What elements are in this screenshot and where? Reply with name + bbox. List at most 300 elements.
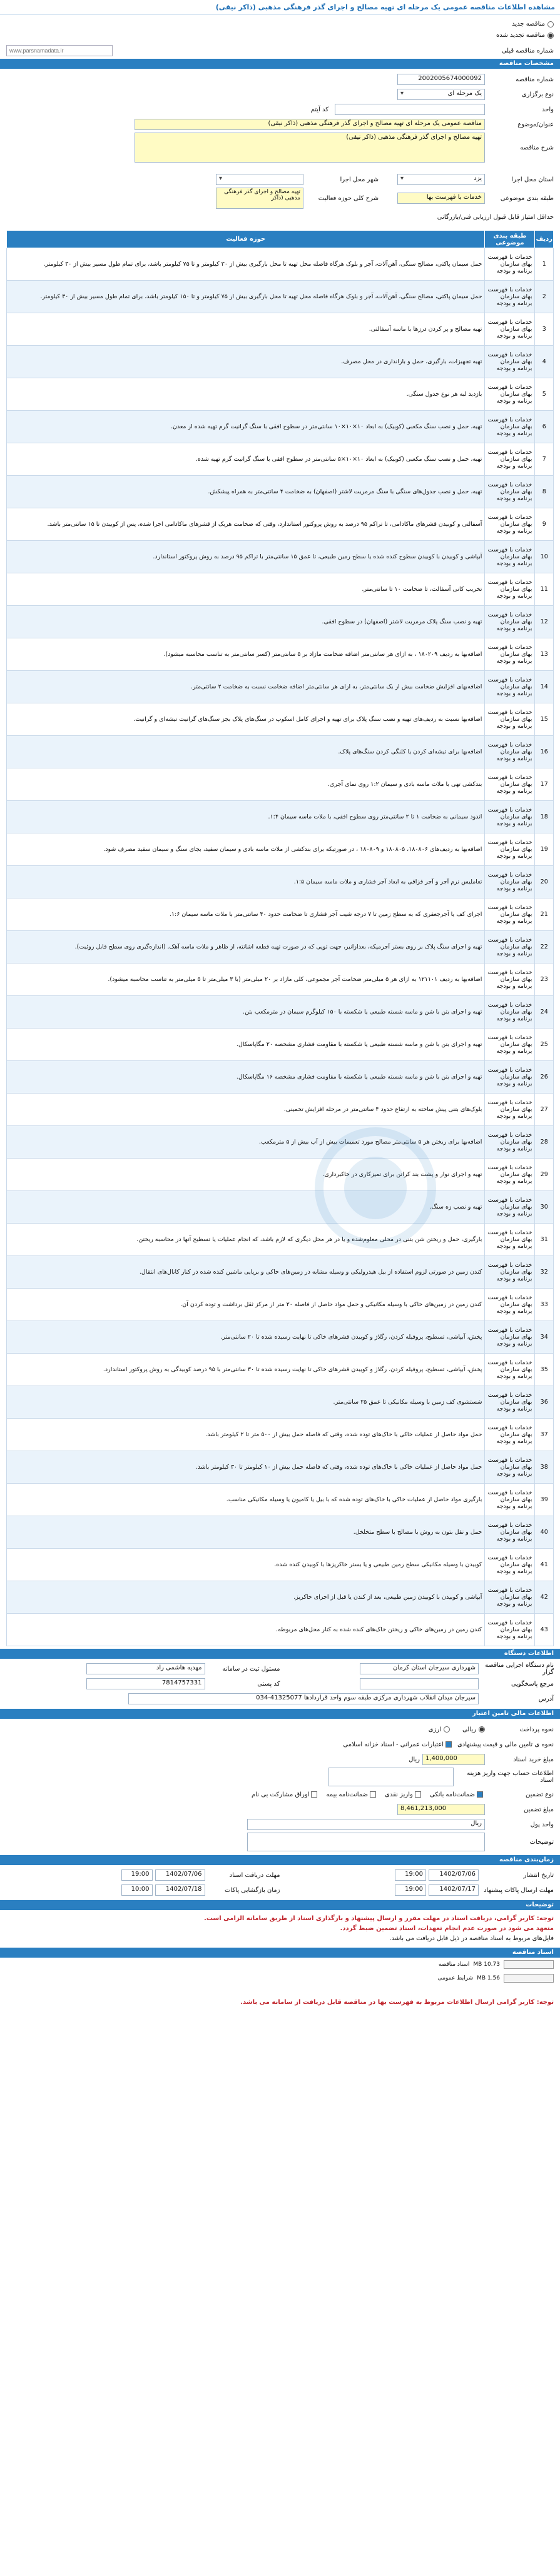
- currency-value: ریال: [247, 1819, 485, 1830]
- row-category: خدمات با فهرست بهای سازمان برنامه و بودجه: [485, 508, 535, 541]
- col-desc: حوزه فعالیت: [7, 231, 485, 248]
- row-description: کوبیدن با وسیله مکانیکی سطح زمین طبیعی و یا بستر خاکریزها با کوبیدن کنده شده.: [7, 1549, 485, 1581]
- table-row: [7, 931, 554, 963]
- table-row: [7, 1419, 554, 1451]
- table-row: [7, 541, 554, 573]
- pub-time: 19:00: [395, 1869, 426, 1881]
- tender-no-label: شماره مناقصه: [516, 76, 554, 83]
- file-1-size: 10.73 MB: [473, 1961, 500, 1968]
- row-category: خدمات با فهرست بهای سازمان برنامه و بودجه: [485, 963, 535, 996]
- subject-row: [6, 118, 554, 131]
- activities-table: [6, 230, 554, 1646]
- row-category: خدمات با فهرست بهای سازمان برنامه و بودجه: [485, 1419, 535, 1451]
- city-select[interactable]: [216, 174, 303, 185]
- subject-label: عنوان/موضوع: [517, 121, 554, 128]
- table-row: [7, 638, 554, 671]
- row-category: خدمات با فهرست بهای سازمان برنامه و بودجه: [485, 996, 535, 1029]
- mode-renewal-option[interactable]: [6, 30, 554, 41]
- download-file-1-button[interactable]: [504, 1960, 554, 1969]
- table-row: [7, 606, 554, 638]
- tender-no-value: 2002005674000092: [397, 74, 485, 85]
- org-contact-cell: [6, 1661, 280, 1676]
- radio-new-icon[interactable]: [547, 21, 554, 28]
- row-number: 34: [535, 1321, 554, 1354]
- row-category: خدمات با فهرست بهای سازمان برنامه و بودجه: [485, 1029, 535, 1061]
- row-description: تهیه و نصب زه سنگ.: [7, 1191, 485, 1224]
- row-number: 41: [535, 1549, 554, 1581]
- row-number: 35: [535, 1354, 554, 1386]
- row-category: خدمات با فهرست بهای سازمان برنامه و بودجه: [485, 476, 535, 508]
- group-field: تهیه مصالح و اجرای گذر فرهنگی مذهبی (ذاکر: [216, 188, 303, 209]
- row-description: حمل سیمان پاکتی، مصالح سنگی، آهن‌آلات، آجر و بلوک هرگاه فاصله محل تهیه تا محل بارگیری بیش از ۷۵ کیلومتر و تا ۱۵۰ کیلومتر باشد، برای تمام طول مسیر بیش از ۳۰ کیلومتر.: [7, 281, 485, 313]
- row-description: اضافه‌بها نسبت به ردیف‌های تهیه و نصب سنگ پلاک برای تهیه و اجرای کامل اسکوپ در سنگ‌های پلاک بجز سنگ‌های گرانیت تیشه‌ای و گرانیت.: [7, 703, 485, 736]
- fin-form: [0, 1719, 560, 1855]
- table-row: [7, 703, 554, 736]
- desc-field[interactable]: تهیه مصالح و اجرای گذر فرهنگی مذهبی (ذاکر نیقی): [135, 133, 485, 163]
- row-number: 5: [535, 378, 554, 411]
- row-category: خدمات با فهرست بهای سازمان برنامه و بودجه: [485, 1614, 535, 1646]
- g2-checkbox[interactable]: [415, 1791, 421, 1798]
- row-description: تهیه و اجرای بتن با شن و ماسه شسته طبیعی یا شکسته با مقاومت فشاری مشخصه ۲۰ مگاپاسکال.: [7, 1029, 485, 1061]
- org-ref-cell: [280, 1676, 554, 1691]
- note-1: توجه: کاربر گرامی، دریافت اسناد در مهلت مقرر و ارسال پیشنهاد و بارگذاری اسناد از طریق سامانه الزامی است.: [204, 1915, 554, 1922]
- table-row: [7, 898, 554, 931]
- row-number: 37: [535, 1419, 554, 1451]
- account-field: [328, 1768, 454, 1786]
- submit-cell: [280, 1883, 554, 1898]
- currency-row: [6, 1818, 554, 1831]
- open-label: زمان بازگشایی پاکات: [225, 1886, 280, 1894]
- file-1-name: اسناد مناقصه: [438, 1961, 470, 1968]
- row-number: 10: [535, 541, 554, 573]
- table-row: [7, 671, 554, 703]
- row-number: 26: [535, 1061, 554, 1094]
- table-row: [7, 1549, 554, 1581]
- note-2: متعهد می شود در صورت عدم انجام تعهدات، اسناد تضمین ضبط گردد.: [340, 1925, 554, 1932]
- row-number: 2: [535, 281, 554, 313]
- row-category: خدمات با فهرست بهای سازمان برنامه و بودجه: [485, 833, 535, 866]
- province-label: استان محل اجرا: [511, 176, 554, 183]
- table-row: [7, 1289, 554, 1321]
- prev-tender-label: شماره مناقصه قبلی: [501, 47, 554, 54]
- submit-time: 19:00: [395, 1884, 426, 1896]
- row-description: تخریب کانی آسفالت، تا ضخامت ۱۰ تا سانتی‌متر.: [7, 573, 485, 606]
- file-2-size: 1.56 MB: [477, 1975, 500, 1981]
- province-select[interactable]: یزد ▾: [397, 174, 485, 185]
- prev-tender-input[interactable]: [6, 45, 113, 56]
- pay-row: [6, 1723, 554, 1736]
- row-number: 29: [535, 1159, 554, 1191]
- row-category: خدمات با فهرست بهای سازمان برنامه و بودجه: [485, 736, 535, 768]
- row-description: آبپاشی و کوبیدن با کوبیدن زمین طبیعی، بعد از کندن یا قبل از اجرای خاکریز.: [7, 1581, 485, 1614]
- row-description: تهیه تجهیزات، بارگیری، حمل و بازاندازی در محل مصرف.: [7, 346, 485, 378]
- section-general: مشخصات مناقصه: [0, 59, 560, 69]
- row-description: بارگیری، حمل و ریختن شن بتنی در محلی معلوم‌شده و یا در هر محل دیگری که لازم باشد، که انجام عملیات یا تسطیح آنها در محاسبه ریختن.: [7, 1224, 485, 1256]
- row-description: کندن زمین در صورتی لزوم استفاده از بیل هیدرولیکی و وسیله مشابه در زمین‌های خاکی و برپایی ماشین کنده شده در کنار کانال‌های انتقال.: [7, 1256, 485, 1289]
- org-name-value: شهرداری سیرجان استان کرمان: [360, 1663, 479, 1674]
- table-row: [7, 1191, 554, 1224]
- pay-label: نحوه پرداخت: [519, 1726, 554, 1733]
- row-number: 3: [535, 313, 554, 346]
- g2-label: واریز نقدی: [385, 1791, 413, 1798]
- unit-code-label: کد آیتم: [310, 106, 328, 113]
- org-contact-label: مسئول ثبت در سامانه: [222, 1665, 280, 1673]
- dates-grid: [0, 1865, 560, 1900]
- row-category: خدمات با فهرست بهای سازمان برنامه و بودجه: [485, 1484, 535, 1516]
- section-dates: زمان‌بندی مناقصه: [0, 1855, 560, 1865]
- mode-renewal-label: مناقصه تجدید شده: [496, 32, 545, 39]
- fin-notes-label: توضیحات: [529, 1838, 554, 1846]
- tender-no-row: [6, 73, 554, 86]
- table-body: [7, 248, 554, 1646]
- row-number: 20: [535, 866, 554, 898]
- group-label: شرح کلی حوزه فعالیت: [318, 194, 379, 202]
- row-category: خدمات با فهرست بهای سازمان برنامه و بودجه: [485, 638, 535, 671]
- type-select[interactable]: یک مرحله ای ▾: [397, 89, 485, 100]
- g4-label: اوراق مشارکت بی نام: [252, 1791, 310, 1798]
- row-category: خدمات با فهرست بهای سازمان برنامه و بودجه: [485, 1224, 535, 1256]
- row-description: حمل و نقل بتون به روش با مصالح با سطح متخلخل.: [7, 1516, 485, 1549]
- doc-price-value: 1,400,000: [422, 1754, 485, 1765]
- table-row: [7, 1354, 554, 1386]
- row-number: 30: [535, 1191, 554, 1224]
- budget-checkbox[interactable]: [445, 1741, 452, 1748]
- table-row: [7, 1321, 554, 1354]
- fin-notes-field: [247, 1833, 485, 1851]
- org-addr-label: آدرس: [538, 1695, 554, 1703]
- row-number: 38: [535, 1451, 554, 1484]
- file-row-1: [0, 1958, 560, 1971]
- row-number: 24: [535, 996, 554, 1029]
- row-number: 13: [535, 638, 554, 671]
- budget-row: [6, 1738, 554, 1751]
- table-row: [7, 411, 554, 443]
- table-row: [7, 1484, 554, 1516]
- row-description: تهیه، حمل و نصب سنگ مکعبی (کوبیک) به ابعاد ۱۰×۱۰×۵ سانتی‌متر در سطوح افقی با سنگ گرانیت گرم تهیه شده.: [7, 443, 485, 476]
- row-number: 7: [535, 443, 554, 476]
- table-row: [7, 248, 554, 281]
- row-number: 42: [535, 1581, 554, 1614]
- guarantee-type-label: نوع تضمین: [526, 1791, 554, 1798]
- open-time: 10:00: [121, 1884, 153, 1896]
- row-number: 11: [535, 573, 554, 606]
- city-label: شهر محل اجرا: [340, 176, 379, 183]
- row-category: خدمات با فهرست بهای سازمان برنامه و بودجه: [485, 281, 535, 313]
- row-category: خدمات با فهرست بهای سازمان برنامه و بودجه: [485, 346, 535, 378]
- row-category: خدمات با فهرست بهای سازمان برنامه و بودجه: [485, 1451, 535, 1484]
- row-category: خدمات با فهرست بهای سازمان برنامه و بودجه: [485, 1191, 535, 1224]
- row-description: اضافه‌بهای افزایش ضخامت بیش از یک سانتی‌متر، به ازای هر سانتی‌متر اضافه ضخامت نسبت به ضخامت ۲ سانتی‌متر.: [7, 671, 485, 703]
- row-category: خدمات با فهرست بهای سازمان برنامه و بودجه: [485, 931, 535, 963]
- tender-mode: [0, 15, 560, 43]
- row-category: خدمات با فهرست بهای سازمان برنامه و بودجه: [485, 898, 535, 931]
- row-description: تعاملیس نرم آجر و آجر قزاقی به ابعاد آجر فشاری و ملات ماسه سیمان ۱:۵.: [7, 866, 485, 898]
- table-row: [7, 1256, 554, 1289]
- row-description: پخش، آبپاشی، تسطیح، پروفیله کردن، رگلاژ و کوبیدن قشرهای خاکی تا نهایت رسیده شده تا ۲۰ سانتی‌متر.: [7, 1321, 485, 1354]
- row-category: خدمات با فهرست بهای سازمان برنامه و بودجه: [485, 1581, 535, 1614]
- row-category: خدمات با فهرست بهای سازمان برنامه و بودجه: [485, 573, 535, 606]
- fin-notes-row: [6, 1833, 554, 1851]
- row-description: تهیه، حمل و نصب جدول‌های سنگی با سنگ مرمریت لاشتر (اصفهان) به ضخامت ۴ سانتی‌متر به همراه پیشکش.: [7, 476, 485, 508]
- row-description: بلوک‌های بتنی پیش ساخته به ارتفاع حدود ۴ سانتی‌متر در مرحله افزایش تخمینی.: [7, 1094, 485, 1126]
- radio-renewal-icon[interactable]: [547, 33, 554, 39]
- table-row: [7, 1516, 554, 1549]
- row-category: خدمات با فهرست بهای سازمان برنامه و بودجه: [485, 1256, 535, 1289]
- general-form: [0, 69, 560, 228]
- row-category: خدمات با فهرست بهای سازمان برنامه و بودجه: [485, 1289, 535, 1321]
- table-row: [7, 866, 554, 898]
- row-number: 6: [535, 411, 554, 443]
- g4-checkbox[interactable]: [311, 1791, 317, 1798]
- row-description: اجرای کف یا آجرجعفری که به سطح زمین تا ۷ درجه شیب آجر فشاری تا ضخامت حدود ۴۰ سانتی‌متر با ملات ماسه سیمان ۱:۶.: [7, 898, 485, 931]
- pay-arzi-label: ارزی: [428, 1726, 441, 1733]
- table-header: [7, 231, 554, 248]
- row-description: تهیه و اجرای بتن با شن و ماسه شسته طبیعی یا شکسته با مقاومت فشاری مشخصه ۱۶ مگاپاسکال.: [7, 1061, 485, 1094]
- budget-option: اعتبارات عمرانی - اسناد خزانه اسلامی: [343, 1741, 444, 1748]
- row-number: 9: [535, 508, 554, 541]
- row-category: خدمات با فهرست بهای سازمان برنامه و بودجه: [485, 606, 535, 638]
- org-addr-cell: [6, 1691, 554, 1706]
- pub-label: تاریخ انتشار: [523, 1871, 554, 1879]
- type-row: [6, 88, 554, 101]
- currency-label: واحد پول: [530, 1821, 554, 1828]
- row-category: خدمات با فهرست بهای سازمان برنامه و بودجه: [485, 1094, 535, 1126]
- desc-label: شرح مناقصه: [520, 144, 554, 151]
- pub-cell: [280, 1868, 554, 1883]
- row-category: خدمات با فهرست بهای سازمان برنامه و بودجه: [485, 1061, 535, 1094]
- guarantee-type-row: [6, 1788, 554, 1801]
- row-number: 21: [535, 898, 554, 931]
- row-category: خدمات با فهرست بهای سازمان برنامه و بودجه: [485, 541, 535, 573]
- doc-price-unit: ریال: [409, 1756, 420, 1763]
- row-number: 32: [535, 1256, 554, 1289]
- subject-field[interactable]: مناقصه عمومی یک مرحله ای تهیه مصالح و اجرای گذر فرهنگی مذهبی (ذاکر نیقی): [135, 119, 485, 130]
- row-description: حمل سیمان پاکتی، مصالح سنگی، آهن‌آلات، آجر و بلوک هرگاه فاصله محل تهیه تا محل بارگیری بیش از ۳۰ کیلومتر و تا ۷۵ کیلومتر باشد، برای تمام طول مسیر بیش از ۳۰ کیلومتر.: [7, 248, 485, 281]
- row-number: 18: [535, 801, 554, 833]
- category-label: طبقه بندی موضوعی: [500, 194, 554, 202]
- table-row: [7, 1386, 554, 1419]
- g1-checkbox[interactable]: [477, 1791, 483, 1798]
- pay-rial-label: ریالی: [462, 1726, 476, 1733]
- row-description: کندن زمین در زمین‌های خاکی با وسیله مکانیکی و حمل مواد حاصل از فاصله ۲۰ متر از مرکز ثقل برداشت و توده کردن آن.: [7, 1289, 485, 1321]
- table-row: [7, 996, 554, 1029]
- row-number: 1: [535, 248, 554, 281]
- g1-label: ضمانت‌نامه بانکی: [429, 1791, 475, 1798]
- col-unit: طبقه بندی موضوعی: [485, 231, 535, 248]
- row-description: اندود سیمانی به ضخامت ۱ تا ۲ سانتی‌متر روی سطوح افقی، با ملات ماسه سیمان ۱:۴.: [7, 801, 485, 833]
- row-number: 14: [535, 671, 554, 703]
- row-description: اضافه‌بها برای تیشه‌ای کردن یا کلنگی کردن سنگ‌های پلاک.: [7, 736, 485, 768]
- table-row: [7, 1061, 554, 1094]
- row-category: خدمات با فهرست بهای سازمان برنامه و بودجه: [485, 866, 535, 898]
- row-number: 33: [535, 1289, 554, 1321]
- row-number: 12: [535, 606, 554, 638]
- table-row: [7, 346, 554, 378]
- table-row: [7, 1126, 554, 1159]
- submit-date: 1402/07/17: [429, 1884, 479, 1896]
- table-row: [7, 378, 554, 411]
- table-row: [7, 508, 554, 541]
- org-ref-label: مرجع پاسخگویی: [511, 1680, 554, 1688]
- note-3: فایل‌های مربوط به اسناد مناقصه در ذیل قابل دریافت می باشد.: [389, 1935, 554, 1942]
- row-description: تهیه و اجرای سنگ پلاک بر روی بستر آجرمپکه، بعدازانبر، جهت توپی که در صورت تهیه قطعه اشانته، از ظاهر و ملات ماسه آهک. (اندازه‌گیری روی سطح قابل روئیت).: [7, 931, 485, 963]
- g3-label: ضمانت‌نامه بیمه: [326, 1791, 369, 1798]
- row-number: 4: [535, 346, 554, 378]
- table-row: [7, 1029, 554, 1061]
- row-number: 19: [535, 833, 554, 866]
- row-category: خدمات با فهرست بهای سازمان برنامه و بودجه: [485, 443, 535, 476]
- table-row: [7, 801, 554, 833]
- row-description: حمل مواد حاصل از عملیات خاکی با خاک‌های توده شده، وقتی که فاصله حمل بیش از ۵۰۰ متر تا ۲ کیلومتر باشد.: [7, 1419, 485, 1451]
- org-code-label: کد پستی: [257, 1680, 280, 1688]
- row-category: خدمات با فهرست بهای سازمان برنامه و بودجه: [485, 768, 535, 801]
- g3-checkbox[interactable]: [370, 1791, 376, 1798]
- table-row: [7, 736, 554, 768]
- org-name-label: نام دستگاه اجرایی مناقصه گزار: [485, 1662, 554, 1676]
- row-description: بارگیری مواد حاصل از عملیات خاکی با خاک‌های توده شده که با بیل یا کامیون یا وسیله مکانیکی مناسب.: [7, 1484, 485, 1516]
- row-number: 36: [535, 1386, 554, 1419]
- org-ref-value: [360, 1678, 479, 1689]
- section-org: اطلاعات دستگاه: [0, 1649, 560, 1659]
- pay-rial-icon[interactable]: [479, 1726, 485, 1733]
- desc-row: [6, 133, 554, 163]
- table-row: [7, 573, 554, 606]
- row-description: بندکشی تهی با ملات ماسه بادی و سیمان ۱:۲ روی نمای آجری.: [7, 768, 485, 801]
- row-description: تهیه مصالح و پر کردن درزها با ماسه آسفالتی.: [7, 313, 485, 346]
- row-category: خدمات با فهرست بهای سازمان برنامه و بودجه: [485, 1354, 535, 1386]
- row-number: 28: [535, 1126, 554, 1159]
- row-category: خدمات با فهرست بهای سازمان برنامه و بودجه: [485, 1516, 535, 1549]
- row-category: خدمات با فهرست بهای سازمان برنامه و بودجه: [485, 1126, 535, 1159]
- row-category: خدمات با فهرست بهای سازمان برنامه و بودجه: [485, 378, 535, 411]
- row-category: خدمات با فهرست بهای سازمان برنامه و بودجه: [485, 1549, 535, 1581]
- section-files: اسناد مناقصه: [0, 1948, 560, 1958]
- table-row: [7, 1224, 554, 1256]
- row-number: 31: [535, 1224, 554, 1256]
- col-row: ردیف: [535, 231, 554, 248]
- table-row: [7, 281, 554, 313]
- row-description: تهیه و نصب سنگ پلاک مرمریت لاشتر (اصفهان) در سطوح افقی.: [7, 606, 485, 638]
- row-description: اضافه‌بها به ردیف ۱۲۱۱۰۱ به ازای هر ۵ میلی‌متر ضخامت آجر مجموعی، کلی مازاد بر ۲۰ میلی‌متر (با ۳ میلی‌متر تا ۵ میلی‌متر به تناسب محاسبه میشود).: [7, 963, 485, 996]
- row-category: خدمات با فهرست بهای سازمان برنامه و بودجه: [485, 801, 535, 833]
- row-description: بازدید لبه هر نوع جدول سنگی.: [7, 378, 485, 411]
- row-category: خدمات با فهرست بهای سازمان برنامه و بودجه: [485, 703, 535, 736]
- row-number: 43: [535, 1614, 554, 1646]
- row-number: 17: [535, 768, 554, 801]
- table-row: [7, 768, 554, 801]
- budget-label: نحوه ی تامین مالی و قیمت پیشنهادی: [457, 1741, 554, 1748]
- org-info: [0, 1659, 560, 1709]
- table-row: [7, 963, 554, 996]
- row-description: آبپاشی و کوبیدن با کوبیدن سطوح کنده شده یا سطح زمین طبیعی، تا عمق ۱۵ سانتی‌متر با تراکم ۹۵ درصد به روش پروکتور استاندارد.: [7, 541, 485, 573]
- row-category: خدمات با فهرست بهای سازمان برنامه و بودجه: [485, 671, 535, 703]
- mode-new-label: مناقصه جدید: [512, 21, 545, 28]
- footer-note: توجه: کاربر گرامی ارسال اطلاعات مربوط به فهرست بها در مناقصه قابل دریافت از سامانه می باشد.: [240, 1999, 554, 2006]
- org-code-cell: [6, 1676, 280, 1691]
- guarantee-amount-row: [6, 1803, 554, 1816]
- row-number: 27: [535, 1094, 554, 1126]
- unit-row: [6, 103, 554, 116]
- row-description: اضافه‌بها به ردیف‌های ۱۸۰۸۰۶، ۱۸۰۸۰۵ و ۱۸۰۸۰۹ ، در صورتیکه برای بندکشی از ملات ماسه بادی و سیمان سفید، بجای سنگ و سیمان سفید مصرف شود.: [7, 833, 485, 866]
- row-description: آسفالتی و کوبیدن قشرهای ماکادامی، تا تراکم ۹۵ درصد به روش پروکتور استاندارد، وقتی که ضخامت هریک از قشرهای ماکادامی اجرا شده، پس از کوبیدن تا ۱۵ سانتی‌متر باشد.: [7, 508, 485, 541]
- pay-arzi-icon[interactable]: [444, 1726, 450, 1733]
- row-description: اضافه‌بها برای ریختن هر ۵ سانتی‌متر مصالح مورد تعمیمات بیش از آب بیش از ۵ مترمکعب.: [7, 1126, 485, 1159]
- row-number: 8: [535, 476, 554, 508]
- row-category: خدمات با فهرست بهای سازمان برنامه و بودجه: [485, 1386, 535, 1419]
- row-category: خدمات با فهرست بهای سازمان برنامه و بودجه: [485, 1321, 535, 1354]
- row-category: خدمات با فهرست بهای سازمان برنامه و بودجه: [485, 1159, 535, 1191]
- notes-block: [0, 1910, 560, 1948]
- open-cell: [6, 1883, 280, 1898]
- row-category: خدمات با فهرست بهای سازمان برنامه و بودجه: [485, 248, 535, 281]
- doc-deadline-cell: [6, 1868, 280, 1883]
- open-date: 1402/07/18: [155, 1884, 205, 1896]
- row-number: 22: [535, 931, 554, 963]
- category-field: خدمات با فهرست بها: [397, 193, 485, 204]
- unit-label: واحد: [541, 106, 554, 113]
- table-row: [7, 313, 554, 346]
- unit-field: [335, 104, 485, 115]
- file-row-2: [0, 1971, 560, 1985]
- type-label: نوع برگزاری: [521, 91, 554, 98]
- row-description: کندن زمین در زمین‌های خاکی و ریختن خاک‌های کنده شده به کنار محل‌های مربوطه.: [7, 1614, 485, 1646]
- mode-new-option[interactable]: [6, 19, 554, 30]
- row-description: تهیه، حمل و نصب سنگ مکعبی (کوبیک) به ابعاد ۱۰×۱۰×۱۰ سانتی‌متر در سطوح افقی با سنگ گرانیت گرم تهیه شده از معدن.: [7, 411, 485, 443]
- org-name-cell: [280, 1661, 554, 1676]
- table-row: [7, 476, 554, 508]
- table-row: [7, 443, 554, 476]
- guarantee-amount-value: 8,461,213,000: [397, 1804, 485, 1815]
- table-row: [7, 1581, 554, 1614]
- org-code-value: 7814757331: [86, 1678, 205, 1689]
- org-contact-value: مهدیه هاشمی راد: [86, 1663, 205, 1674]
- table-row: [7, 833, 554, 866]
- row-category: خدمات با فهرست بهای سازمان برنامه و بودجه: [485, 411, 535, 443]
- section-notes: توضیحات: [0, 1900, 560, 1910]
- section-fin: اطلاعات مالی تامین اعتبار: [0, 1709, 560, 1719]
- table-row: [7, 1614, 554, 1646]
- page-title: مشاهده اطلاعات مناقصه عمومی یک مرحله ای تهیه مصالح و اجرای گذر فرهنگی مذهبی (ذاکر نیقی): [0, 0, 560, 15]
- row-number: 23: [535, 963, 554, 996]
- doc-price-label: مبلغ خرید اسناد: [513, 1756, 554, 1763]
- row-description: حمل مواد حاصل از عملیات خاکی با خاک‌های توده شده، وقتی که فاصله حمل بیش از ۱۰ کیلومتر تا ۳۰ کیلومتر باشد.: [7, 1451, 485, 1484]
- account-label: اطلاعات حساب جهت واریز هزینه اسناد: [467, 1770, 554, 1784]
- row-number: 25: [535, 1029, 554, 1061]
- row-description: تهیه و اجرای نوار و پشت بند کراتن برای تمیزکاری در خاکبرداری.: [7, 1159, 485, 1191]
- account-row: [6, 1768, 554, 1786]
- row-number: 39: [535, 1484, 554, 1516]
- min-score-label: حداقل امتیاز قابل قبول ارزیابی فنی/بازرگانی: [437, 213, 554, 221]
- row-description: اضافه‌بها به ردیف ۱۸۰۲۰۹ ، به ازای هر سانتی‌متر اضافه ضخامت مازاد بر ۵ سانتی‌متر (کسر سانتی‌متر به تناسب محاسبه میشود).: [7, 638, 485, 671]
- table-row: [7, 1451, 554, 1484]
- min-score-row: [6, 210, 554, 224]
- location-row: [6, 173, 554, 186]
- submit-label: مهلت ارسال پاکات پیشنهاد: [484, 1886, 554, 1894]
- row-category: خدمات با فهرست بهای سازمان برنامه و بودجه: [485, 313, 535, 346]
- doc-price-row: [6, 1753, 554, 1766]
- doc-deadline-time: 19:00: [121, 1869, 153, 1881]
- row-number: 15: [535, 703, 554, 736]
- row-description: تهیه و اجرای بتن با شن و ماسه شسته طبیعی یا شکسته با ۱۵۰ کیلوگرم سیمان در مترمکعب بتن.: [7, 996, 485, 1029]
- row-description: پخش، آبپاشی، تسطیح، پروفیله کردن، رگلاژ و کوبیدن قشرهای خاکی تا نهایت رسیده شده تا ۳۰ سانتی‌متر با ۹۵ درصد کوبیدگی به روش پروکتور استاندارد.: [7, 1354, 485, 1386]
- pub-date: 1402/07/06: [429, 1869, 479, 1881]
- row-number: 40: [535, 1516, 554, 1549]
- doc-deadline-date: 1402/07/06: [155, 1869, 205, 1881]
- table-row: [7, 1159, 554, 1191]
- org-addr-value: سیرجان میدان انقلاب شهرداری مرکزی طبقه سوم واحد قراردادها 41325077-034: [128, 1693, 479, 1704]
- download-file-2-button[interactable]: [504, 1974, 554, 1983]
- table-row: [7, 1094, 554, 1126]
